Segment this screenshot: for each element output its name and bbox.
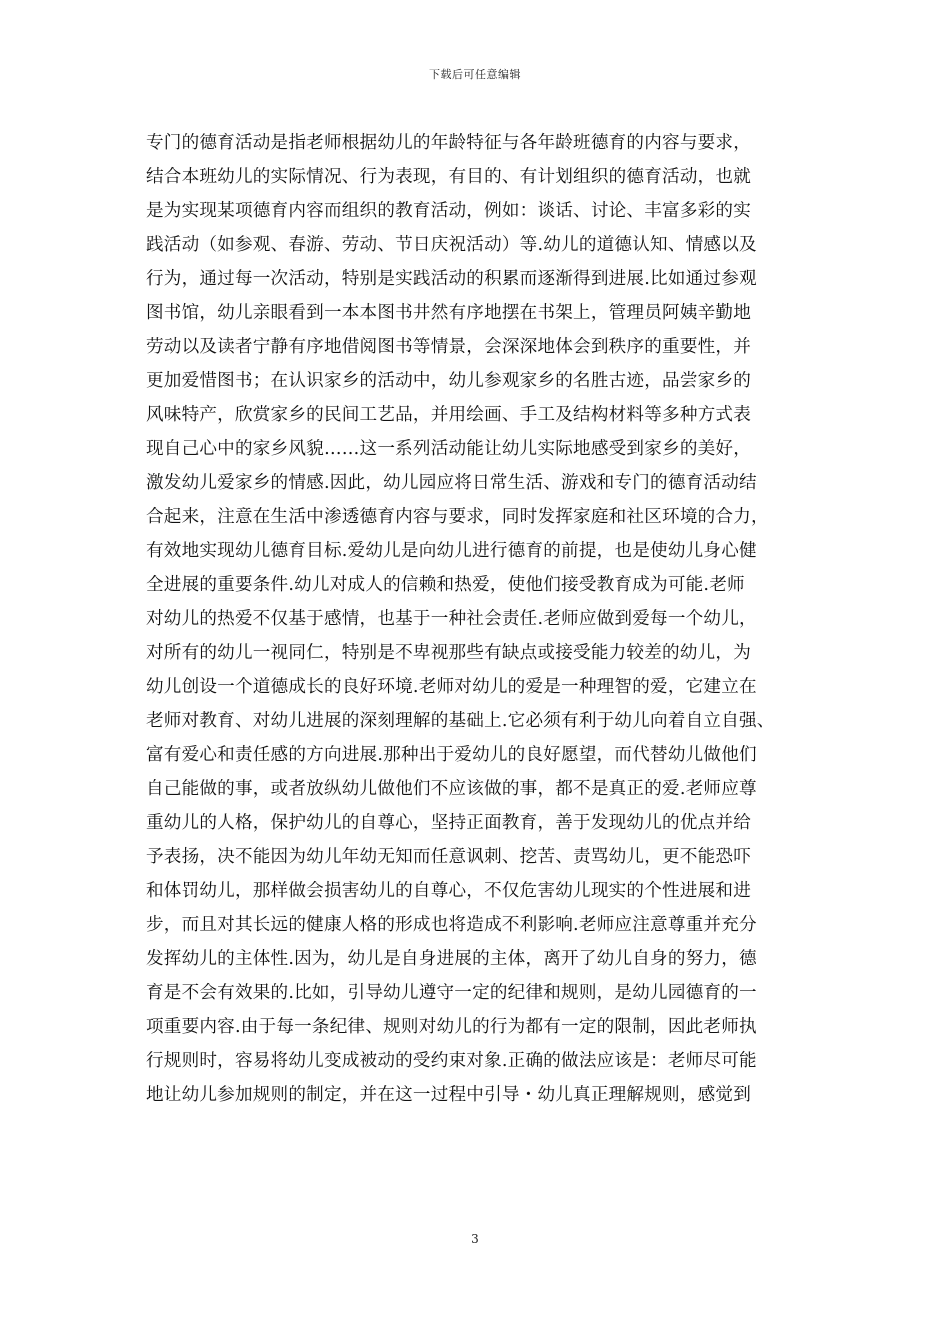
text-line: 行为，通过每一次活动，特别是实践活动的积累而逐渐得到进展.比如通过参观 (146, 269, 757, 289)
text-line: 图书馆，幼儿亲眼看到一本本图书井然有序地摆在书架上，管理员阿姨辛勤地 (146, 303, 751, 323)
text-line: 和体罚幼儿，那样做会损害幼儿的自尊心，不仅危害幼儿现实的个性进展和进 (146, 881, 751, 901)
text-line: 行规则时，容易将幼儿变成被动的受约束对象.正确的做法应该是：老师尽可能 (146, 1051, 757, 1071)
text-line: 对幼儿的热爱不仅基于感情，也基于一种社会责任.老师应做到爱每一个幼儿， (146, 609, 757, 629)
body-text (146, 126, 806, 1112)
text-line: 老师对教育、对幼儿进展的深刻理解的基础上.它必须有利于幼儿向着自立自强、 (146, 711, 775, 731)
text-line: 激发幼儿爱家乡的情感.因此，幼儿园应将日常生活、游戏和专门的德育活动结 (146, 473, 757, 493)
text-line: 幼儿创设一个道德成长的良好环境.老师对幼儿的爱是一种理智的爱，它建立在 (146, 677, 757, 697)
text-line: 发挥幼儿的主体性.因为，幼儿是自身进展的主体，离开了幼儿自身的努力，德 (146, 949, 757, 969)
text-line: 践活动（如参观、春游、劳动、节日庆祝活动）等.幼儿的道德认知、情感以及 (146, 235, 757, 255)
text-line: 步，而且对其长远的健康人格的形成也将造成不利影响.老师应注意尊重并充分 (146, 915, 757, 935)
text-line: 全进展的重要条件.幼儿对成人的信赖和热爱，使他们接受教育成为可能.老师 (146, 575, 745, 595)
text-line: 育是不会有效果的.比如，引导幼儿遵守一定的纪律和规则，是幼儿园德育的一 (146, 983, 757, 1003)
text-line: 现自己心中的家乡风貌……这一系列活动能让幼儿实际地感受到家乡的美好， (146, 439, 751, 459)
text-line: 重幼儿的人格，保护幼儿的自尊心，坚持正面教育，善于发现幼儿的优点并给 (146, 813, 751, 833)
text-line: 富有爱心和责任感的方向进展.那种出于爱幼儿的良好愿望，而代替幼儿做他们 (146, 745, 757, 765)
text-line: 合起来，注意在生活中渗透德育内容与要求，同时发挥家庭和社区环境的合力， (146, 507, 769, 527)
text-line: 结合本班幼儿的实际情况、行为表现，有目的、有计划组织的德育活动，也就 (146, 167, 751, 187)
text-line: 自己能做的事，或者放纵幼儿做他们不应该做的事，都不是真正的爱.老师应尊 (146, 779, 757, 799)
text-line: 有效地实现幼儿德育目标.爱幼儿是向幼儿进行德育的前提，也是使幼儿身心健 (146, 541, 757, 561)
text-line: 更加爱惜图书；在认识家乡的活动中，幼儿参观家乡的名胜古迹，品尝家乡的 (146, 371, 751, 391)
text-line: 地让幼儿参加规则的制定，并在这一过程中引导・幼儿真正理解规则，感觉到 (146, 1085, 751, 1105)
text-line: 是为实现某项德育内容而组织的教育活动，例如：谈话、讨论、丰富多彩的实 (146, 201, 751, 221)
text-line: 劳动以及读者宁静有序地借阅图书等情景，会深深地体会到秩序的重要性，并 (146, 337, 751, 357)
text-line: 风味特产，欣赏家乡的民间工艺品，并用绘画、手工及结构材料等多种方式表 (146, 405, 751, 425)
text-line: 专门的德育活动是指老师根据幼儿的年龄特征与各年龄班德育的内容与要求， (146, 133, 751, 153)
page-number: 3 (471, 1232, 479, 1246)
text-line: 项重要内容.由于每一条纪律、规则对幼儿的行为都有一定的限制，因此老师执 (146, 1017, 757, 1037)
text-line: 对所有的幼儿一视同仁，特别是不卑视那些有缺点或接受能力较差的幼儿，为 (146, 643, 751, 663)
text-line: 予表扬，决不能因为幼儿年幼无知而任意讽刺、挖苦、责骂幼儿，更不能恐吓 (146, 847, 751, 867)
page-header: 下载后可任意编辑 (429, 68, 521, 81)
